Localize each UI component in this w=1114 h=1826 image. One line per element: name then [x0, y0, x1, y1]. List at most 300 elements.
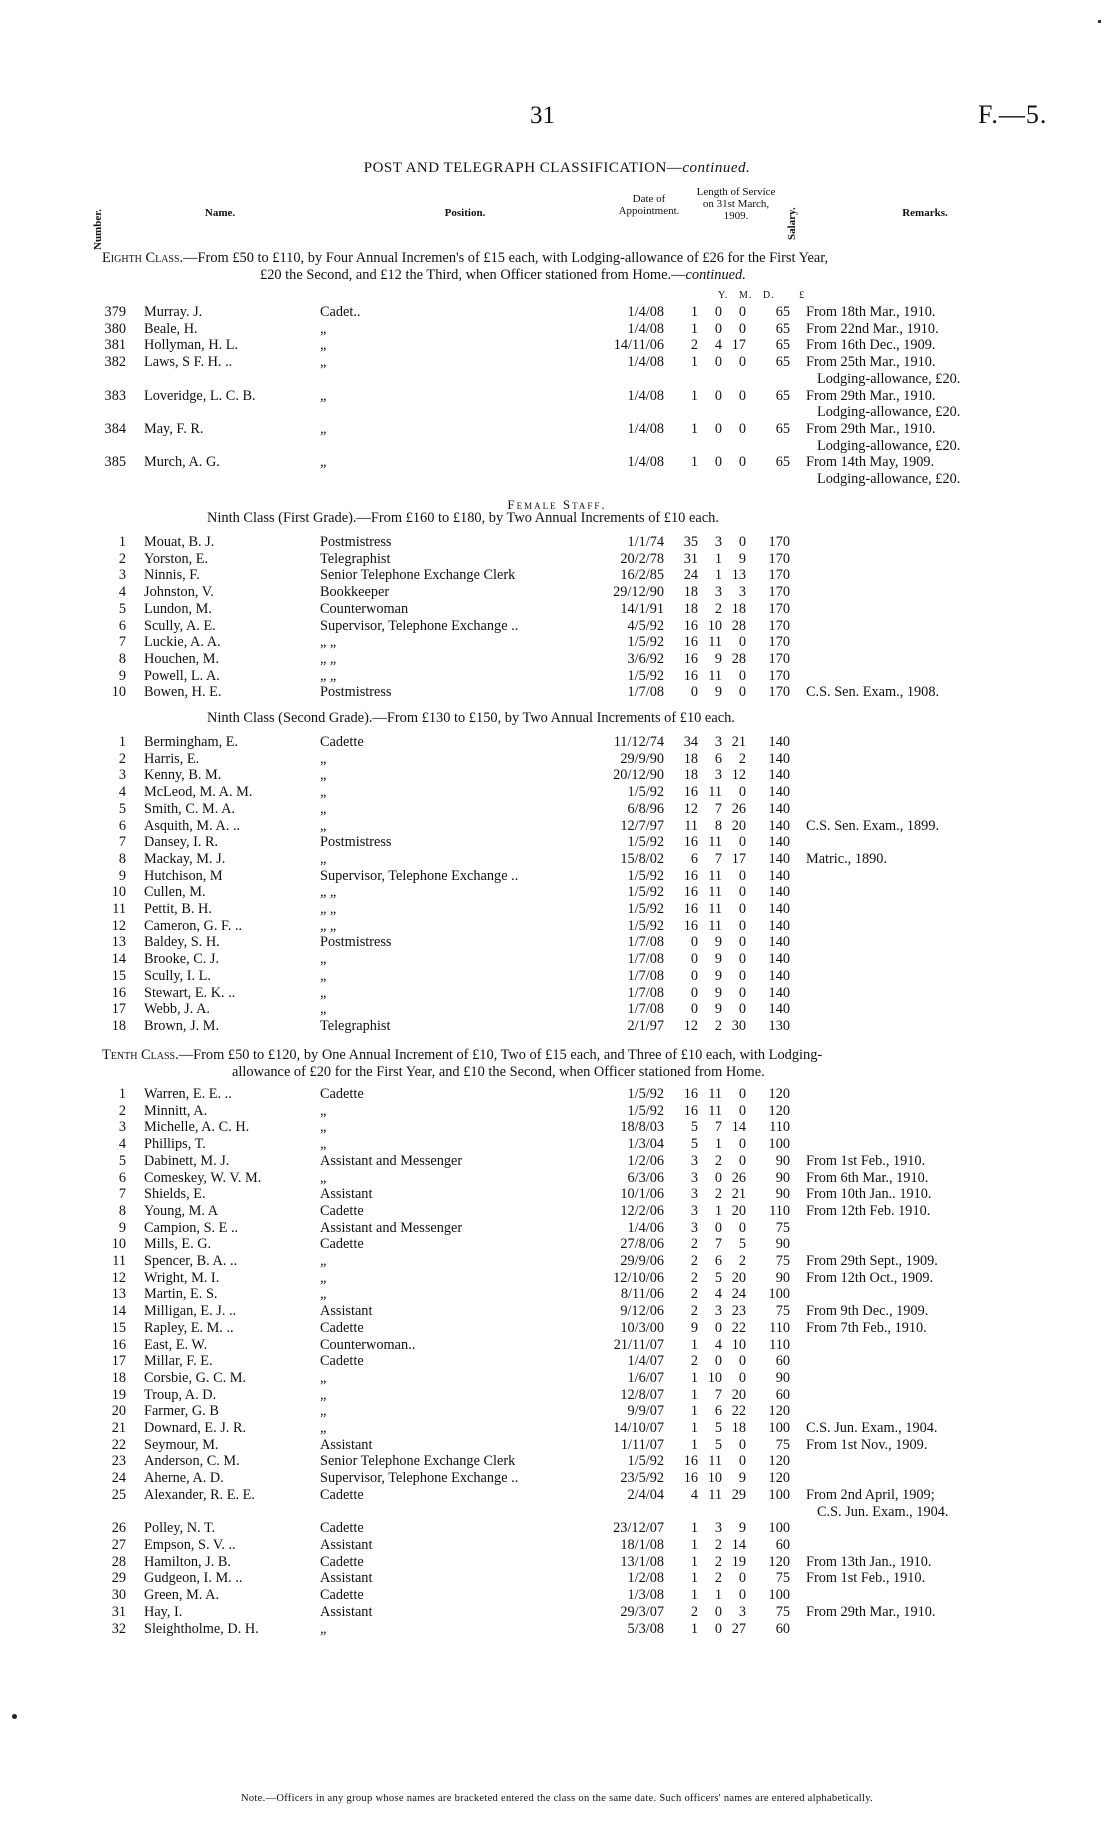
years-cell: 18 — [683, 600, 698, 617]
date-cell: 16/2/85 — [620, 567, 664, 584]
date-cell: 27/8/06 — [620, 1236, 664, 1253]
position-cell: „ — [320, 750, 327, 767]
date-cell: 1/5/92 — [627, 901, 664, 918]
name-cell: Yorston, E. — [144, 550, 209, 567]
years-cell: 1 — [690, 420, 698, 437]
position-cell: „ „ — [320, 917, 337, 934]
table-row — [90, 1286, 948, 1303]
months-cell: 2 — [714, 600, 722, 617]
eighth-class-text: —From £50 to £110, by Four Annual Incremen's of £15 each, with Lodging-allowance of £26 for the First Year, — [183, 250, 829, 266]
name-cell: Beale, H. — [144, 320, 198, 337]
salary-cell: 170 — [768, 550, 790, 567]
salary-cell: 170 — [768, 584, 790, 601]
row-number: 30 — [111, 1587, 126, 1604]
table-row — [90, 354, 960, 371]
table-row — [90, 868, 939, 885]
remarks-cell: Matric., 1890. — [806, 850, 887, 867]
position-cell: Cadette — [320, 1520, 364, 1537]
salary-cell: 170 — [768, 567, 790, 584]
row-number: 6 — [118, 1169, 126, 1186]
table-row-continuation — [90, 438, 960, 455]
name-cell: Houchen, M. — [144, 650, 220, 667]
name-cell: Powell, L. A. — [144, 667, 220, 684]
days-cell: 24 — [731, 1286, 746, 1303]
years-cell: 16 — [683, 901, 698, 918]
name-cell: Seymour, M. — [144, 1436, 219, 1453]
position-cell: Assistant — [320, 1570, 373, 1587]
days-cell: 0 — [738, 934, 746, 951]
days-cell: 22 — [731, 1319, 746, 1336]
salary-cell: 120 — [768, 1553, 790, 1570]
table-row — [90, 985, 939, 1002]
years-cell: 34 — [683, 734, 698, 750]
salary-cell: 140 — [768, 767, 790, 784]
years-cell: 1 — [690, 1587, 698, 1604]
name-cell: Millar, F. E. — [144, 1353, 213, 1370]
months-cell: 7 — [714, 850, 722, 867]
days-cell: 0 — [738, 420, 746, 437]
remarks-cell — [790, 801, 939, 818]
salary-cell: 90 — [775, 1186, 790, 1203]
date-cell: 1/2/08 — [627, 1570, 664, 1587]
months-cell: 6 — [714, 1253, 722, 1270]
salary-cell: 90 — [775, 1369, 790, 1386]
row-number: 385 — [104, 454, 126, 471]
salary-cell: 75 — [775, 1253, 790, 1270]
row-number: 16 — [111, 984, 126, 1001]
row-number: 3 — [118, 1119, 126, 1136]
position-cell: Postmistress — [320, 684, 392, 701]
years-cell: 1 — [690, 1436, 698, 1453]
days-cell: 0 — [738, 1152, 746, 1169]
table-row — [90, 918, 939, 935]
table-row — [90, 767, 939, 784]
date-cell: 1/7/08 — [627, 951, 664, 968]
days-cell: 27 — [731, 1620, 746, 1637]
table-row — [90, 901, 939, 918]
remarks-cell — [790, 1520, 948, 1537]
name-cell: Troup, A. D. — [144, 1386, 217, 1403]
years-cell: 11 — [684, 817, 698, 834]
days-cell: 0 — [738, 1369, 746, 1386]
position-cell: Cadette — [320, 1086, 364, 1102]
years-cell: 31 — [683, 550, 698, 567]
name-cell: Mills, E. G. — [144, 1236, 212, 1253]
salary-cell: 140 — [768, 951, 790, 968]
years-cell: 16 — [683, 784, 698, 801]
days-cell: 18 — [731, 600, 746, 617]
position-cell: Supervisor, Telephone Exchange .. — [320, 617, 519, 634]
years-cell: 1 — [690, 1336, 698, 1353]
salary-cell: 170 — [768, 684, 790, 701]
remarks-cell-line2: Lodging-allowance, £20. — [817, 437, 961, 454]
date-cell: 1/7/08 — [627, 934, 664, 951]
row-number: 5 — [118, 800, 126, 817]
name-cell: Webb, J. A. — [144, 1001, 210, 1018]
table-row — [90, 337, 960, 354]
row-number: 14 — [111, 951, 126, 968]
remarks-cell — [790, 1470, 948, 1487]
days-cell: 0 — [738, 1353, 746, 1370]
salary-cell: 60 — [775, 1386, 790, 1403]
position-cell: Cadette — [320, 1353, 364, 1370]
days-cell: 21 — [731, 1186, 746, 1203]
months-cell: 2 — [714, 1553, 722, 1570]
remarks-cell — [790, 1136, 948, 1153]
row-number: 26 — [111, 1520, 126, 1537]
position-cell: „ — [320, 454, 327, 471]
months-cell: 9 — [714, 650, 722, 667]
name-cell: Ninnis, F. — [144, 567, 200, 584]
position-cell: „ — [320, 320, 327, 337]
days-cell: 3 — [738, 1603, 746, 1620]
months-cell: 10 — [707, 617, 722, 634]
row-number: 11 — [112, 901, 126, 918]
date-cell: 2/1/97 — [627, 1017, 664, 1034]
date-cell: 1/4/08 — [627, 304, 664, 320]
months-cell: 4 — [714, 1336, 722, 1353]
eighth-class-continued: continued. — [685, 267, 746, 283]
years-cell: 0 — [690, 984, 698, 1001]
years-cell: 1 — [690, 1620, 698, 1637]
salary-cell: 170 — [768, 650, 790, 667]
row-number: 4 — [118, 1136, 126, 1153]
salary-cell: 140 — [768, 750, 790, 767]
table-row — [90, 1621, 948, 1638]
position-cell: „ — [320, 387, 327, 404]
remarks-cell: From 25th Mar., 1910. — [806, 354, 936, 371]
years-cell: 1 — [690, 354, 698, 371]
months-cell: 2 — [714, 1570, 722, 1587]
remarks-cell — [790, 1353, 948, 1370]
name-cell: Kenny, B. M. — [144, 767, 222, 784]
remarks-cell: From 6th Mar., 1910. — [806, 1169, 929, 1186]
remarks-cell — [790, 834, 939, 851]
months-cell: 11 — [708, 1086, 722, 1102]
years-cell: 3 — [690, 1219, 698, 1236]
row-number: 382 — [104, 354, 126, 371]
years-cell: 6 — [690, 850, 698, 867]
years-cell: 1 — [690, 304, 698, 320]
female-staff-heading: Female Staff. — [507, 497, 607, 512]
months-cell: 0 — [714, 1319, 722, 1336]
days-cell: 0 — [738, 951, 746, 968]
date-cell: 3/6/92 — [627, 650, 664, 667]
months-cell: 0 — [714, 1219, 722, 1236]
position-cell: „ — [320, 1286, 327, 1303]
months-cell: 7 — [714, 800, 722, 817]
name-cell: Mouat, B. J. — [144, 534, 215, 550]
position-cell: Postmistress — [320, 834, 392, 851]
date-cell: 1/2/06 — [627, 1152, 664, 1169]
months-cell: 5 — [714, 1269, 722, 1286]
salary-cell: 170 — [768, 634, 790, 651]
years-cell: 1 — [690, 1553, 698, 1570]
salary-cell: 90 — [775, 1236, 790, 1253]
remarks-cell — [790, 1403, 948, 1420]
years-cell: 24 — [683, 567, 698, 584]
remarks-cell — [790, 1103, 948, 1120]
table-row — [90, 1001, 939, 1018]
days-cell: 0 — [738, 917, 746, 934]
months-cell: 0 — [714, 1169, 722, 1186]
name-cell: Spencer, B. A. .. — [144, 1253, 238, 1270]
date-cell: 1/5/92 — [627, 667, 664, 684]
date-cell: 1/4/08 — [627, 454, 664, 471]
position-cell: Bookkeeper — [320, 584, 390, 601]
years-cell: 16 — [683, 617, 698, 634]
table-row — [90, 551, 939, 568]
row-number: 18 — [111, 1017, 126, 1034]
days-cell: 17 — [731, 850, 746, 867]
salary-cell: 140 — [768, 817, 790, 834]
date-cell: 12/7/97 — [620, 817, 664, 834]
name-cell: Brooke, C. J. — [144, 951, 220, 968]
date-cell: 1/4/07 — [627, 1353, 664, 1370]
months-cell: 9 — [714, 684, 722, 701]
remarks-cell: From 18th Mar., 1910. — [806, 304, 936, 320]
date-cell: 1/4/08 — [627, 320, 664, 337]
days-cell: 19 — [731, 1553, 746, 1570]
months-cell: 11 — [708, 1453, 722, 1470]
table-row — [90, 651, 939, 668]
name-cell: Polley, N. T. — [144, 1520, 216, 1537]
position-cell: Cadette — [320, 1202, 364, 1219]
row-number: 29 — [111, 1570, 126, 1587]
salary-cell: 75 — [775, 1603, 790, 1620]
days-cell: 0 — [738, 834, 746, 851]
position-cell: „ — [320, 1269, 327, 1286]
header-date: Date of Appointment. — [618, 193, 680, 217]
months-cell: 7 — [714, 1386, 722, 1403]
date-cell: 1/7/08 — [627, 967, 664, 984]
months-cell: 1 — [714, 1587, 722, 1604]
position-cell: „ — [320, 1169, 327, 1186]
row-number: 5 — [118, 1152, 126, 1169]
date-cell: 20/2/78 — [620, 550, 664, 567]
months-cell: 0 — [714, 304, 722, 320]
remarks-cell — [790, 1537, 948, 1554]
remarks-cell — [790, 884, 939, 901]
position-cell: Cadette — [320, 1486, 364, 1503]
months-cell: 11 — [708, 1102, 722, 1119]
position-cell: Assistant — [320, 1536, 373, 1553]
table-row — [90, 884, 939, 901]
months-cell: 0 — [714, 320, 722, 337]
years-cell: 2 — [690, 1286, 698, 1303]
name-cell: Rapley, E. M. .. — [144, 1319, 234, 1336]
months-cell: 0 — [714, 1603, 722, 1620]
salary-cell: 110 — [769, 1202, 790, 1219]
salary-cell: 60 — [775, 1620, 790, 1637]
salary-cell: 140 — [768, 1001, 790, 1018]
row-number: 1 — [118, 734, 126, 750]
remarks-cell — [790, 784, 939, 801]
days-cell: 22 — [731, 1403, 746, 1420]
months-cell: 3 — [714, 767, 722, 784]
name-cell: Phillips, T. — [144, 1136, 206, 1153]
remarks-cell — [790, 618, 939, 635]
remarks-cell — [790, 968, 939, 985]
table-row — [90, 784, 939, 801]
table-row — [90, 1403, 948, 1420]
row-number: 6 — [118, 817, 126, 834]
row-number: 10 — [111, 684, 126, 701]
table-row — [90, 1253, 948, 1270]
ninth-first-table — [90, 534, 939, 701]
salary-cell: 60 — [775, 1536, 790, 1553]
remarks-cell — [790, 534, 939, 551]
date-cell: 2/4/04 — [627, 1486, 664, 1503]
tenth-class-table — [90, 1086, 948, 1637]
remarks-cell: From 1st Feb., 1910. — [806, 1152, 926, 1169]
remarks-cell: From 12th Oct., 1909. — [806, 1269, 934, 1286]
name-cell: Pettit, B. H. — [144, 901, 212, 918]
days-cell: 23 — [731, 1303, 746, 1320]
name-cell: Loveridge, L. C. B. — [144, 387, 256, 404]
months-cell: 9 — [714, 984, 722, 1001]
salary-cell: 100 — [768, 1587, 790, 1604]
table-row — [90, 1186, 948, 1203]
remarks-cell — [790, 901, 939, 918]
salary-cell: 65 — [775, 320, 790, 337]
position-cell: Senior Telephone Exchange Clerk — [320, 1453, 516, 1470]
date-cell: 1/3/08 — [627, 1587, 664, 1604]
remarks-cell — [790, 868, 939, 885]
salary-cell: 65 — [775, 304, 790, 320]
row-number: 3 — [118, 567, 126, 584]
years-cell: 16 — [683, 917, 698, 934]
position-cell: „ — [320, 1369, 327, 1386]
remarks-cell — [790, 751, 939, 768]
days-cell: 21 — [731, 734, 746, 750]
table-row — [90, 668, 939, 685]
row-number: 10 — [111, 1236, 126, 1253]
date-cell: 9/9/07 — [627, 1403, 664, 1420]
date-cell: 12/2/06 — [620, 1202, 664, 1219]
date-cell: 1/5/92 — [627, 634, 664, 651]
months-cell: 6 — [714, 750, 722, 767]
table-row-continuation — [90, 1504, 948, 1521]
date-cell: 14/1/91 — [620, 600, 664, 617]
name-cell: Mackay, M. J. — [144, 850, 226, 867]
years-cell: 1 — [690, 1520, 698, 1537]
table-row — [90, 304, 960, 321]
months-cell: 0 — [714, 1353, 722, 1370]
row-number: 13 — [111, 934, 126, 951]
months-cell: 1 — [714, 1202, 722, 1219]
position-cell: „ „ — [320, 667, 337, 684]
table-row-continuation — [90, 404, 960, 421]
days-cell: 0 — [738, 1102, 746, 1119]
days-cell: 13 — [731, 567, 746, 584]
date-cell: 1/5/92 — [627, 1453, 664, 1470]
months-cell: 3 — [714, 1303, 722, 1320]
row-number: 24 — [111, 1470, 126, 1487]
days-cell: 29 — [731, 1486, 746, 1503]
row-number: 20 — [111, 1403, 126, 1420]
position-cell: „ — [320, 337, 327, 354]
years-cell: 1 — [690, 1570, 698, 1587]
years-cell: 3 — [690, 1152, 698, 1169]
row-number: 15 — [111, 967, 126, 984]
remarks-cell: From 29th Sept., 1909. — [806, 1253, 938, 1270]
tenth-class-text: —From £50 to £120, by One Annual Increment of £10, Two of £15 each, and Three of £10 each, with Lodging- — [178, 1047, 823, 1063]
row-number: 19 — [111, 1386, 126, 1403]
table-row — [90, 734, 939, 751]
years-cell: 2 — [690, 1353, 698, 1370]
position-cell: „ „ — [320, 901, 337, 918]
days-cell: 0 — [738, 984, 746, 1001]
salary-cell: 65 — [775, 387, 790, 404]
remarks-cell — [790, 734, 939, 751]
table-row — [90, 634, 939, 651]
position-cell: „ „ — [320, 634, 337, 651]
date-cell: 1/5/92 — [627, 1102, 664, 1119]
remarks-cell: From 13th Jan., 1910. — [806, 1553, 932, 1570]
salary-cell: 170 — [768, 667, 790, 684]
years-cell: 16 — [683, 1086, 698, 1102]
months-cell: 9 — [714, 967, 722, 984]
months-cell: 7 — [714, 1236, 722, 1253]
position-cell: „ — [320, 1386, 327, 1403]
row-number: 5 — [118, 600, 126, 617]
table-row — [90, 1270, 948, 1287]
table-row — [90, 1203, 948, 1220]
table-row — [90, 1387, 948, 1404]
remarks-cell — [790, 584, 939, 601]
remarks-cell: From 14th May, 1909. — [806, 454, 935, 471]
salary-cell: 140 — [768, 867, 790, 884]
remarks-cell — [790, 567, 939, 584]
years-cell: 3 — [690, 1202, 698, 1219]
years-cell: 2 — [690, 1303, 698, 1320]
name-cell: Hollyman, H. L. — [144, 337, 239, 354]
years-cell: 16 — [683, 634, 698, 651]
salary-cell: 60 — [775, 1353, 790, 1370]
date-cell: 10/3/00 — [620, 1319, 664, 1336]
salary-cell: 120 — [768, 1102, 790, 1119]
months-cell: 0 — [714, 354, 722, 371]
name-cell: Cullen, M. — [144, 884, 206, 901]
date-cell: 1/4/08 — [627, 354, 664, 371]
date-cell: 23/5/92 — [620, 1470, 664, 1487]
date-cell: 20/12/90 — [613, 767, 664, 784]
row-number: 8 — [118, 650, 126, 667]
years-cell: 5 — [690, 1136, 698, 1153]
position-cell: „ — [320, 1119, 327, 1136]
name-cell: Scully, A. E. — [144, 617, 216, 634]
table-row — [90, 1487, 948, 1504]
days-cell: 14 — [731, 1119, 746, 1136]
years-cell: 16 — [683, 867, 698, 884]
remarks-cell — [790, 1587, 948, 1604]
years-cell: 18 — [683, 584, 698, 601]
table-row — [90, 567, 939, 584]
days-cell: 20 — [731, 817, 746, 834]
salary-cell: 90 — [775, 1152, 790, 1169]
position-cell: Assistant — [320, 1186, 373, 1203]
remarks-cell: From 29th Mar., 1910. — [806, 387, 936, 404]
days-cell: 2 — [738, 1253, 746, 1270]
page-number: 31 — [530, 102, 555, 129]
row-number: 10 — [111, 884, 126, 901]
salary-cell: 140 — [768, 934, 790, 951]
table-row — [90, 1018, 939, 1035]
months-cell: 8 — [714, 817, 722, 834]
name-cell: Dansey, I. R. — [144, 834, 219, 851]
salary-cell: 100 — [768, 1520, 790, 1537]
